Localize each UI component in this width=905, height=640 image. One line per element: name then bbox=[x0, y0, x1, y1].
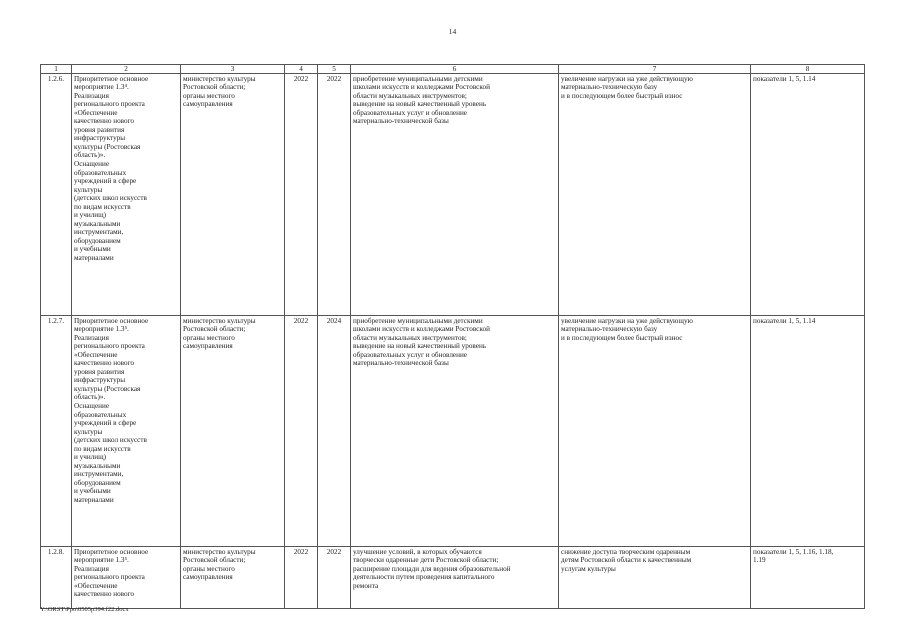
end-year: 2022 bbox=[318, 74, 351, 316]
indicators: показатели 1, 5, 1.14 bbox=[751, 316, 865, 547]
executor: министерство культуры Ростовской области; органы местного самоуправления bbox=[181, 547, 285, 609]
indicators: показатели 1, 5, 1.14 bbox=[751, 74, 865, 316]
expected-result: приобретение муниципальными детскими школами искусств и колледжами Ростовской области музыкальных инструментов; выведение на новый качественный уровень образовательных услуг и обновление материально-технической базы bbox=[351, 74, 559, 316]
start-year: 2022 bbox=[285, 316, 318, 547]
end-year: 2024 bbox=[318, 316, 351, 547]
table-row bbox=[41, 74, 865, 316]
indicators: показатели 1, 5, 1.16, 1.18, 1.19 bbox=[751, 547, 865, 609]
measure-name: Приоритетное основное мероприятие 1.3⁴. Реализация регионального проекта «Обеспечение качественно нового уровня развития инфраструктуры культуры (Ростовская область)». Оснащение образовательных учреждений в сфере культуры (детских школ искусств по видам искусств и училищ) музыкальными инструментами, оборудованием и учебными материалами bbox=[72, 74, 181, 316]
row-number: 1.2.8. bbox=[41, 547, 72, 609]
column-header: 8 bbox=[751, 65, 865, 74]
column-header: 4 bbox=[285, 65, 318, 74]
executor: министерство культуры Ростовской области; органы местного самоуправления bbox=[181, 316, 285, 547]
measures-table bbox=[40, 64, 865, 609]
expected-result: приобретение муниципальными детскими школами искусств и колледжами Ростовской области музыкальных инструментов; выведение на новый качественный уровень образовательных услуг и обновление материально-технической базы bbox=[351, 316, 559, 547]
consequence: увеличение нагрузки на уже действующую материально-техническую базу и в последующем более быстрый износ bbox=[559, 316, 751, 547]
start-year: 2022 bbox=[285, 547, 318, 609]
column-header: 7 bbox=[559, 65, 751, 74]
table-row bbox=[41, 547, 865, 609]
row-number: 1.2.6. bbox=[41, 74, 72, 316]
consequence: увеличение нагрузки на уже действующую материально-техническую базу и в последующем более быстрый износ bbox=[559, 74, 751, 316]
end-year: 2022 bbox=[318, 547, 351, 609]
measure-name: Приоритетное основное мероприятие 1.3⁵. Реализация регионального проекта «Обеспечение качественно нового уровня развития инфраструктуры культуры (Ростовская область)». Оснащение образовательных учреждений в сфере культуры (детских школ искусств по видам искусств и училищ) музыкальными инструментами, оборудованием и учебными материалами bbox=[72, 316, 181, 547]
page-number: 14 bbox=[448, 27, 457, 36]
table-row bbox=[41, 316, 865, 547]
row-number: 1.2.7. bbox=[41, 316, 72, 547]
consequence: снижение доступа творческим одаренным детям Ростовской области к качественным услугам культуры bbox=[559, 547, 751, 609]
column-header: 1 bbox=[41, 65, 72, 74]
footer-file-path: Y:\ORST\Ppo\0505p394.f22.docx bbox=[40, 606, 129, 613]
executor: министерство культуры Ростовской области; органы местного самоуправления bbox=[181, 74, 285, 316]
column-header: 6 bbox=[351, 65, 559, 74]
column-header: 2 bbox=[72, 65, 181, 74]
column-header-row bbox=[41, 65, 865, 74]
column-header: 3 bbox=[181, 65, 285, 74]
column-header: 5 bbox=[318, 65, 351, 74]
measure-name: Приоритетное основное мероприятие 1.3⁵. Реализация регионального проекта «Обеспечение качественно нового bbox=[72, 547, 181, 609]
expected-result: улучшение условий, в которых обучаются творчески одаренные дети Ростовской области; расширение площади для ведения образовательной деятельности путем проведения капитального ремонта bbox=[351, 547, 559, 609]
start-year: 2022 bbox=[285, 74, 318, 316]
